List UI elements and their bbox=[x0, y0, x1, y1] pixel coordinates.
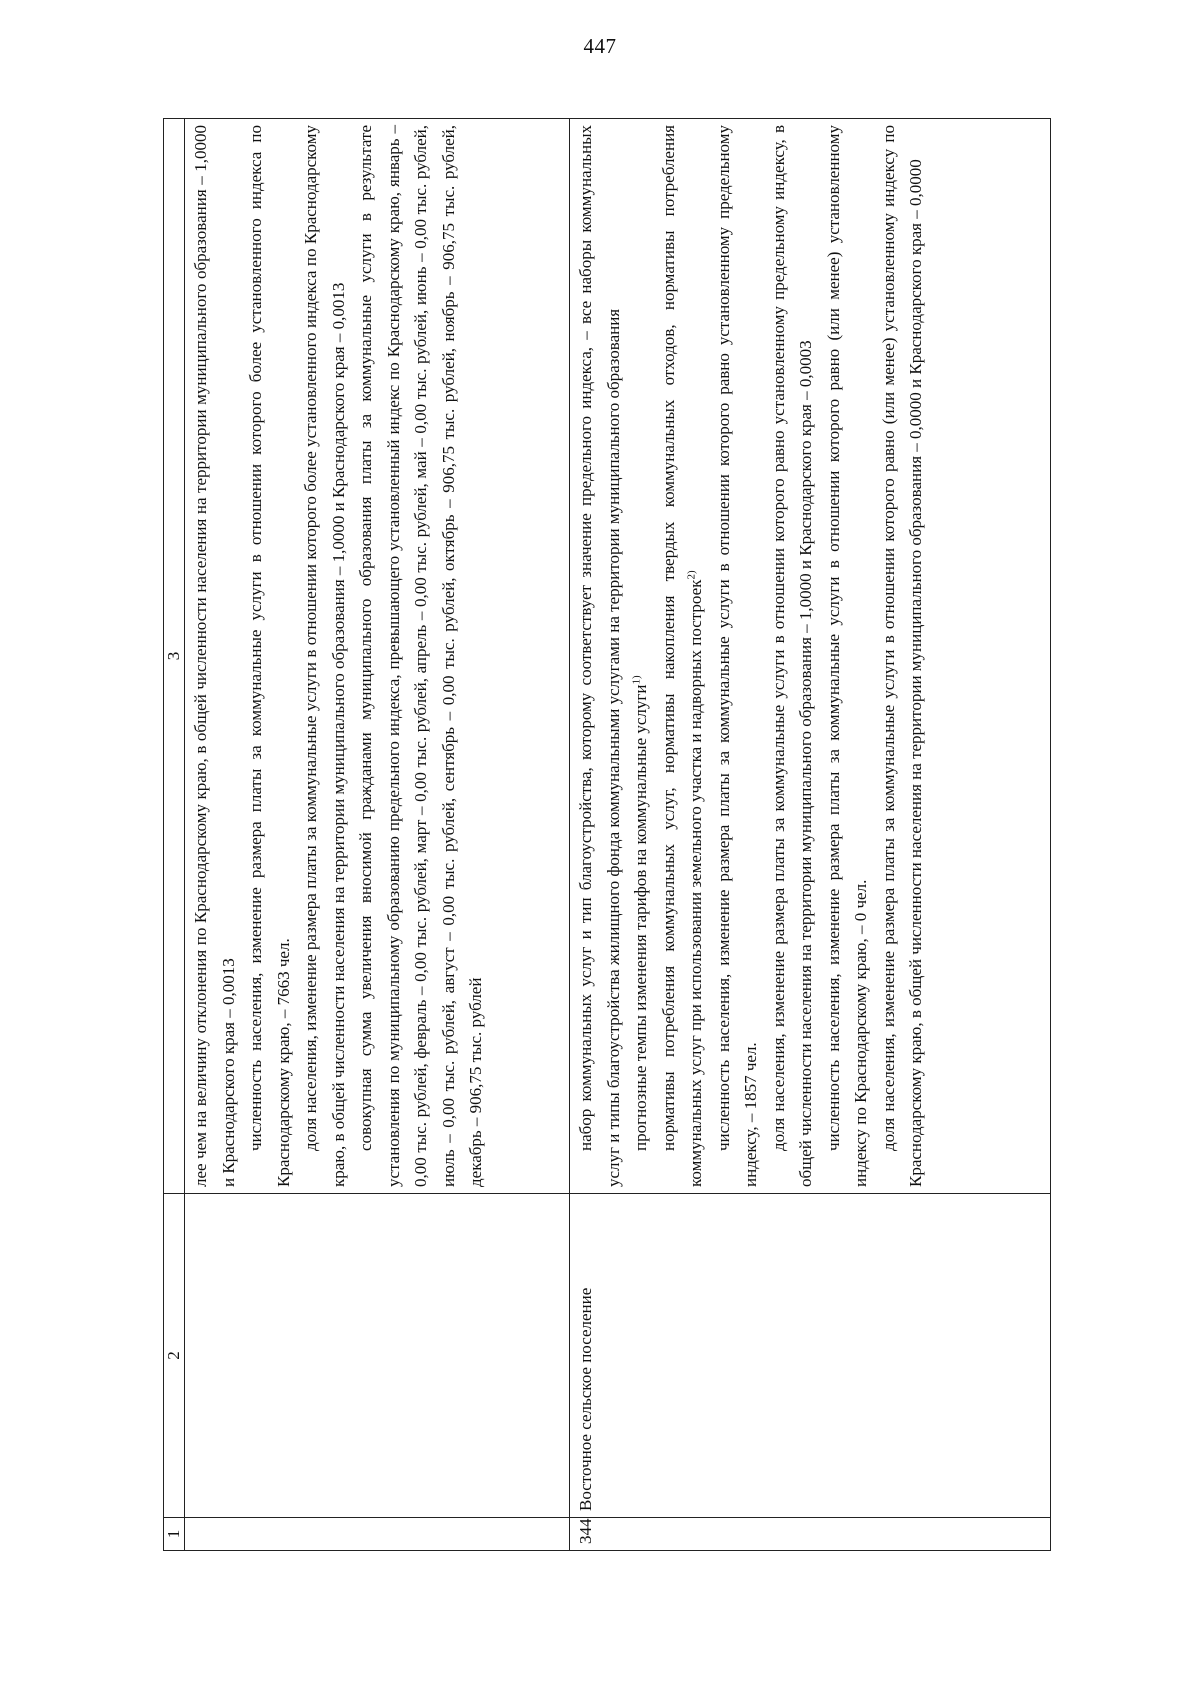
detail-paragraph bbox=[572, 125, 627, 1187]
table-row bbox=[570, 119, 1051, 1551]
data-table bbox=[163, 118, 1051, 1551]
row-details bbox=[185, 119, 570, 1194]
header-col-1: 1 bbox=[164, 1518, 185, 1551]
detail-text: набор коммунальных услуг и тип благоустройства, которому соответствует значение предельного индекса, – все наборы коммунальных услуг и типы благоустройства жилищного фонда коммунальными услугами на территории муниципального образования bbox=[576, 125, 623, 1187]
detail-text: численность населения, изменение размера платы за коммунальные услуги в отношении которого равно установленному предельному индексу, – 1857 чел. bbox=[713, 125, 760, 1187]
row-details bbox=[570, 119, 1051, 1194]
table-header-row bbox=[164, 119, 185, 1551]
detail-text: доля населения, изменение размера платы за коммунальные услуги в отношении которого равно установленному предельному индексу, в общей численности населения на территории муниципального образования – 1,0000 и Краснодарского края – 0,0003 bbox=[768, 125, 815, 1187]
page-number: 447 bbox=[583, 34, 617, 58]
detail-paragraph bbox=[242, 125, 297, 1187]
detail-text: совокупная сумма увеличения вносимой гражданами муниципального образования платы за коммунальные услуги в результате установления по муниципальному образованию предельного индекса, превышающего установленный индекс по Краснодарскому краю, январь – 0,00 тыс. рублей, февраль – 0,00 тыс. рублей, март – 0,00 тыс. рублей, апрель – 0,00 тыс. рублей, май – 0,00 тыс. рублей, июнь – 0,00 тыс. рублей, июль – 0,00 тыс. рублей, август – 0,00 тыс. рублей, сентябрь – 0,00 тыс. рублей, октябрь – 906,75 тыс. рублей, ноябрь – 906,75 тыс. рублей, декабрь – 906,75 тыс. рублей bbox=[356, 125, 485, 1187]
detail-text: лее чем на величину отклонения по Краснодарскому краю, в общей численности населения на территории муниципального образования – 1,0000 и Краснодарского края – 0,0013 bbox=[191, 125, 238, 1187]
detail-paragraph bbox=[655, 125, 710, 1187]
row-number bbox=[185, 1518, 570, 1551]
detail-text: численность населения, изменение размера платы за коммунальные услуги в отношении которого равно (или менее) установленному индексу по Краснодарскому краю, – 0 чел. bbox=[823, 125, 870, 1187]
footnote-mark: 2) bbox=[685, 570, 698, 580]
row-number: 344 bbox=[570, 1518, 1051, 1551]
rotated-table-container bbox=[163, 119, 1051, 1551]
footnote-mark: 1) bbox=[630, 675, 643, 685]
detail-paragraph bbox=[352, 125, 490, 1187]
municipality-name: Восточное сельское поселение bbox=[570, 1194, 1051, 1518]
detail-paragraph bbox=[820, 125, 875, 1187]
detail-paragraph bbox=[710, 125, 765, 1187]
detail-paragraph bbox=[627, 125, 655, 1187]
detail-paragraph bbox=[765, 125, 820, 1187]
detail-paragraph bbox=[875, 125, 930, 1187]
table-row bbox=[185, 119, 570, 1551]
detail-text: численность населения, изменение размера платы за коммунальные услуги в отношении которого более установленного индекса по Краснодарскому краю, – 7663 чел. bbox=[246, 125, 293, 1187]
municipality-name bbox=[185, 1194, 570, 1518]
header-col-3: 3 bbox=[164, 119, 185, 1194]
detail-text: доля населения, изменение размера платы за коммунальные услуги в отношении которого более установленного индекса по Краснодарскому краю, в общей численности населения на территории муниципального образования – 1,0000 и Краснодарского края – 0,0013 bbox=[301, 125, 348, 1187]
header-col-2: 2 bbox=[164, 1194, 185, 1518]
detail-text: нормативы потребления коммунальных услуг, нормативы накопления твердых коммунальных отходов, нормативы потребления коммунальных услуг при использовании земельного участка и надворных построек bbox=[658, 125, 705, 1187]
detail-text: прогнозные темпы изменения тарифов на коммунальные услуги bbox=[631, 684, 650, 1151]
detail-paragraph bbox=[187, 125, 242, 1187]
detail-text: доля населения, изменение размера платы за коммунальные услуги в отношении которого равно (или менее) установленному индексу по Краснодарскому краю, в общей численности населения на территории муниципального образования – 0,0000 и Краснодарского края – 0,0000 bbox=[878, 125, 925, 1187]
detail-paragraph bbox=[297, 125, 352, 1187]
